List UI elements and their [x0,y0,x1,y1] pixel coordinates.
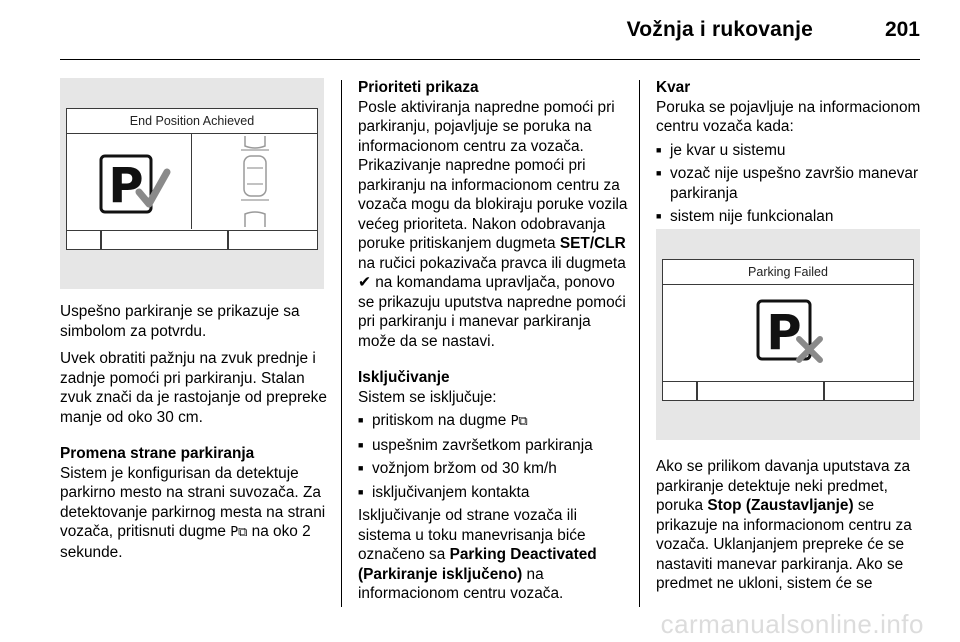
paragraph [60,464,328,563]
section-heading: Kvar [656,79,691,96]
screen-title: End Position Achieved [67,109,317,134]
section-heading: Isključivanje [358,369,450,386]
paragraph: Uspešno parkiranje se prikazuje sa simbolom za potvrdu. [60,303,300,340]
paragraph: Poruka se pojavljuje na informacionom centru vozača kada: [656,98,921,135]
list-item: ■ sistem nije funkcionalan [656,208,834,225]
column-3-top [656,78,922,227]
list-item: ■ je kvar u sistemu [656,141,786,159]
list-item: ■ uspešnim završetkom parkiranja [358,436,593,454]
page-number: 201 [884,18,920,41]
text-run: na komandama upravljača, ponovo se prikazuju uputstva napredne pomoći pri parkiranju i manevar parkiranja može da se nastavi. [358,274,626,350]
status-bar [67,230,317,249]
column-divider [341,80,342,607]
text-run: Isključivanje od strane vozača ili sistema u toku manevrisanja biće označeno sa [358,507,586,563]
parking-assist-button-icon: P⧉ [510,414,528,429]
parking-p-check-icon [67,134,191,229]
paragraph: Uvek obratiti pažnju na zvuk prednje i zadnje pomoći pri parkiranju. Stalan zvuk znači da je rastojanje od prepreke manje od oko 30 cm. [60,350,327,426]
text-run: na oko 2 sekunde. [60,523,311,561]
section-title: Vožnja i rukovanje [626,18,813,41]
text-run: na informacionom centru vozača. [358,565,564,602]
svg-text:P: P [108,158,144,214]
button-name: SET/CLR [559,235,626,252]
figure-parking-failed [656,229,920,440]
svg-text:P: P [766,305,802,361]
section-heading: Promena strane parkiranja [60,445,255,462]
column-3-bottom [656,457,922,594]
list-item: ■ vožnjom bržom od 30 km/h [358,460,557,477]
status-bar [663,381,913,400]
section-heading: Prioriteti prikaza [358,79,479,96]
column-divider [639,80,640,607]
checkmark-icon: ✔ [358,274,371,291]
parking-status-panel [663,285,913,380]
text-run: na ručici pokazivača pravca ili dugmeta [358,254,626,272]
column-1 [60,302,328,562]
text-run: Posle aktiviranja napredne pomoći pri parkiranju, pojavljuje se poruka na informacionom centru za vozača. Prikazivanje napredne pomoći pri parkiranju na informacionom centru za vozača mogu da blokiraju poruke vozila većeg prioriteta. Nakon odobravanja poruke pritiskanjem dugmeta [358,98,628,252]
vehicle-sensor-panel [193,134,317,229]
text-run: se prikazuje na informacionom centru za vozača. Uklanjanjem prepreke će se nastaviti manevar parkiranja. Ako se predmet ne ukloni, sistem će se [656,497,912,592]
paragraph: Sistem se isključuje: [358,388,497,406]
paragraph [656,457,922,594]
list-item: ■ vozač nije uspešno završio manevar parkiranja [656,165,919,202]
list-item: ■ pritiskom na dugme P⧉ [358,412,528,429]
figure-end-position [60,78,324,289]
paragraph [358,506,630,604]
vehicle-top-view-icon [193,134,317,229]
paragraph [358,98,630,352]
parking-status-panel [67,134,192,229]
text-run: Ako se prilikom davanja uputstava za parkiranje detektuje neki predmet, poruka [656,458,911,514]
list-item: ■ isključivanjem kontakta [358,483,530,501]
parking-p-cross-icon [663,285,913,380]
message-name: Stop (Zaustavljanje) [707,497,854,514]
display-screen [662,259,914,401]
header-rule [60,59,920,60]
message-name: Parking Deactivated (Parkiranje isključeno) [358,546,597,583]
watermark: carmanualsonline.info [660,609,924,639]
text-run: Sistem je konfigurisan da detektuje parkirno mesto na strani suvozača. Za detektovanje parkirnog mesta na strani vozača, pritisnuti dugme [60,464,326,540]
column-2 [358,78,630,604]
parking-assist-button-icon: P⧉ [230,525,248,540]
display-screen [66,108,318,250]
screen-title: Parking Failed [663,260,913,285]
